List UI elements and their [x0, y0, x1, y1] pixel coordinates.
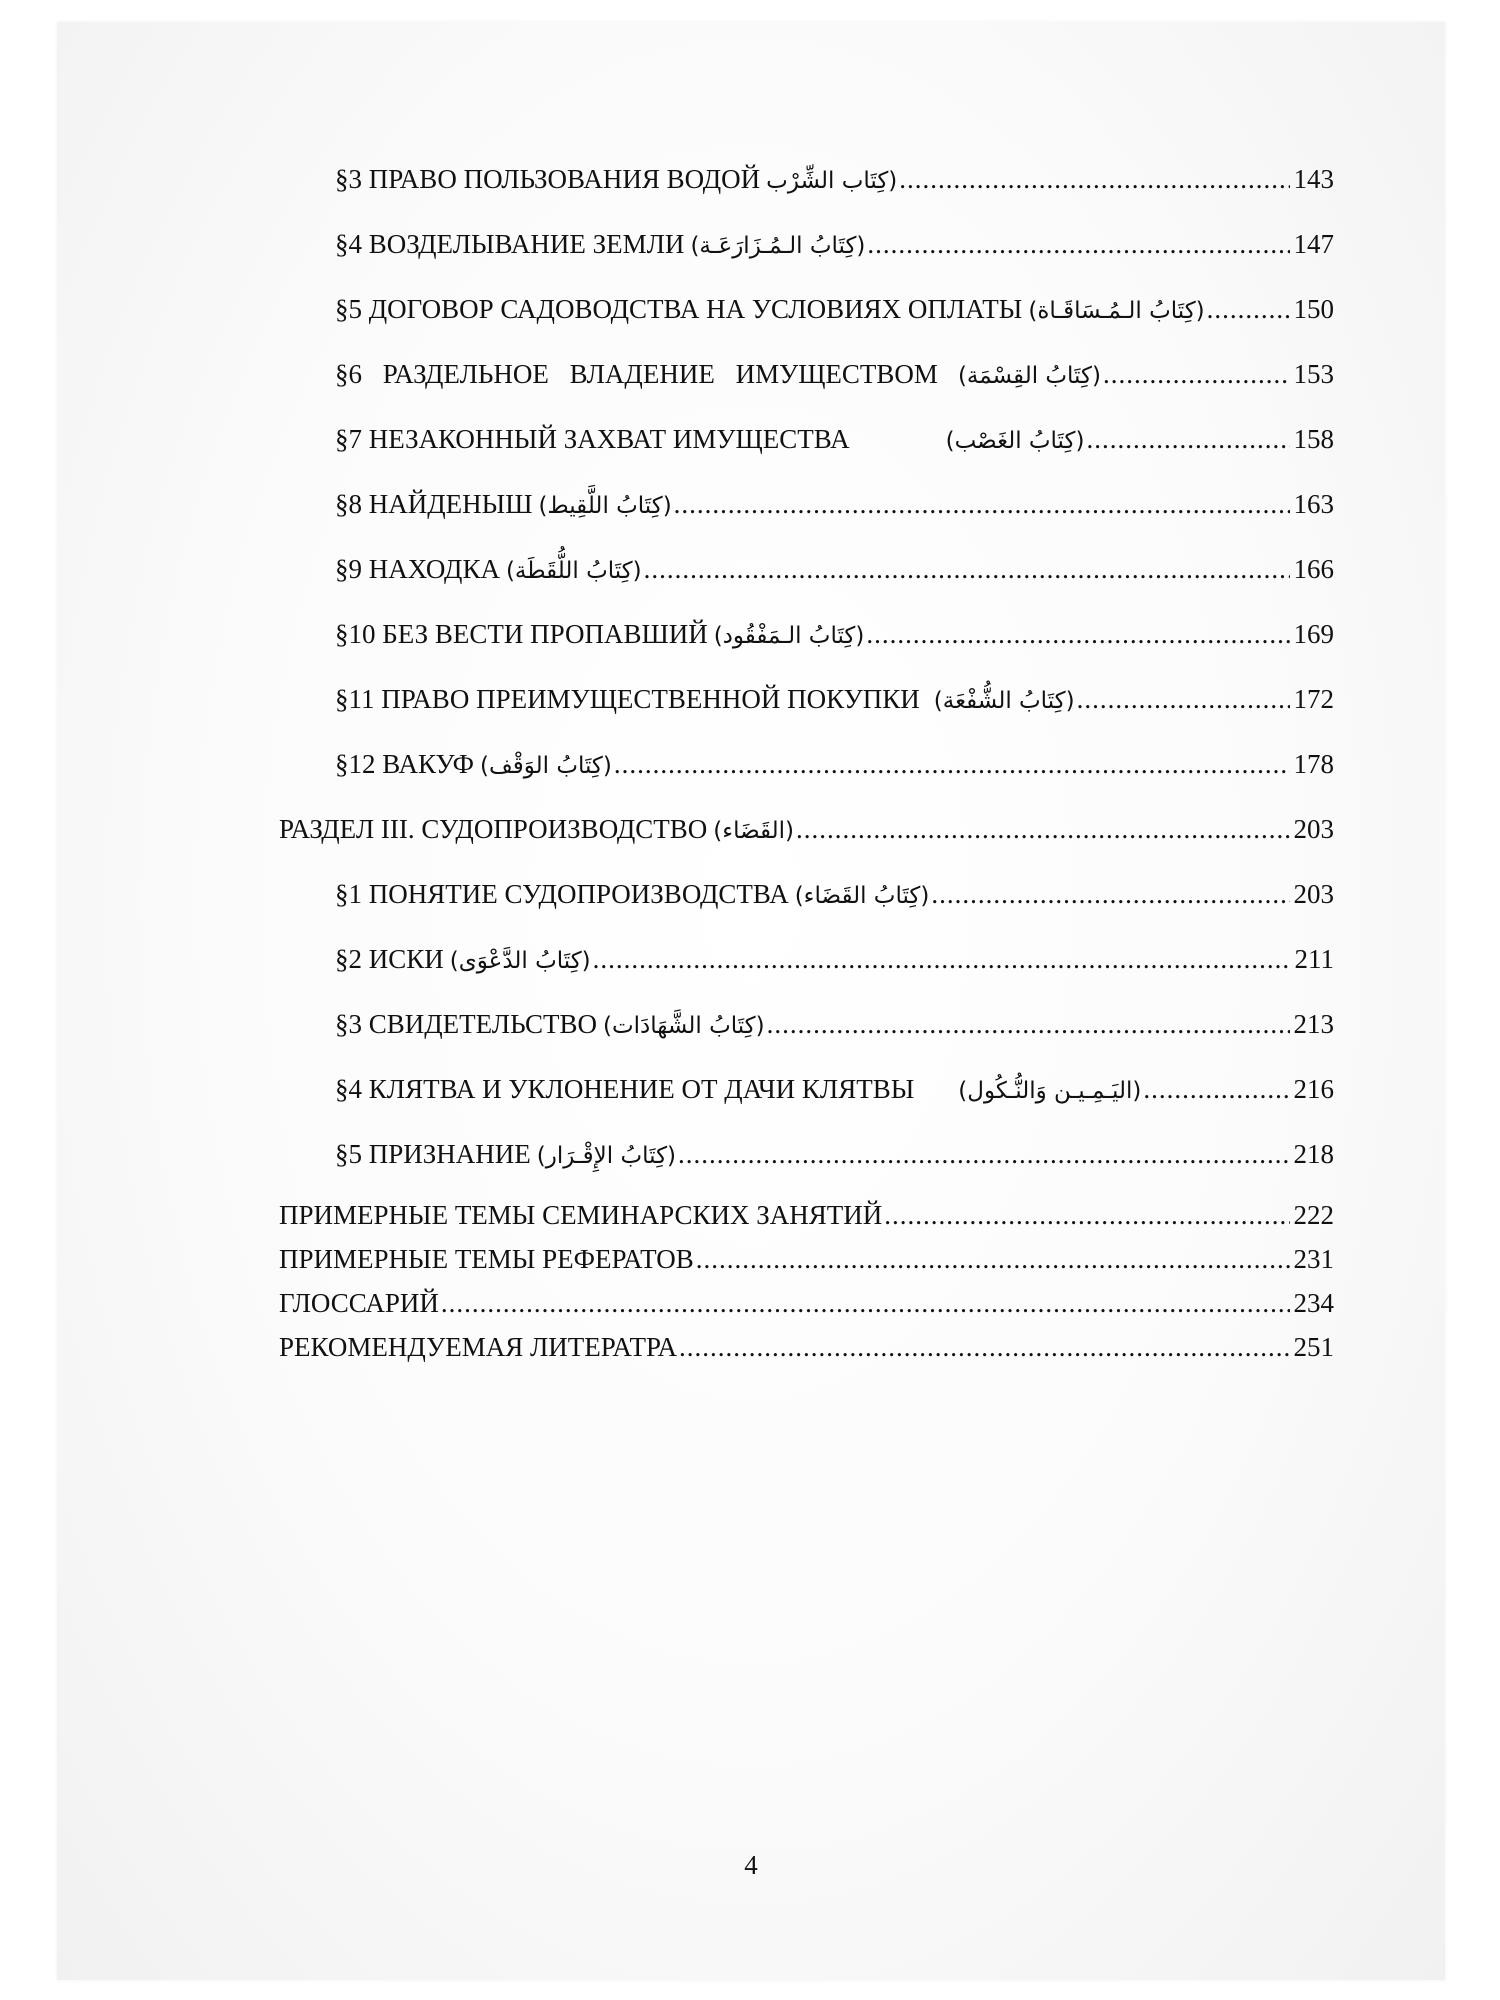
toc-leader-dots — [767, 1007, 1290, 1041]
toc-entry[interactable] — [335, 1007, 1334, 1043]
toc-entry-title: РАЗДЕЛ III. СУДОПРОИЗВОДСТВО — [279, 814, 708, 844]
toc-entry-page: 150 — [1293, 294, 1334, 324]
toc-entry[interactable] — [335, 292, 1334, 328]
toc-entry-page: 251 — [1293, 1332, 1334, 1362]
toc-entry-arabic: (اليَـمِـيـن وَالنُّـكُول) — [958, 1078, 1142, 1104]
toc-entry[interactable] — [335, 487, 1334, 523]
toc-entry[interactable] — [335, 877, 1334, 913]
toc-entry-title: §1 ПОНЯТИЕ СУДОПРОИЗВОДСТВА — [335, 879, 789, 909]
toc-entry[interactable] — [335, 552, 1334, 588]
toc-leader-dots — [884, 1198, 1289, 1232]
toc-entry-title: §6 РАЗДЕЛЬНОЕ ВЛАДЕНИЕ ИМУЩЕСТВОМ — [335, 359, 938, 389]
toc-leader-dots — [441, 1286, 1290, 1320]
toc-entry-title: §2 ИСКИ — [335, 944, 444, 974]
toc-entry-page: 153 — [1293, 359, 1334, 389]
toc-leader-dots — [1086, 422, 1289, 456]
toc-entry-title: ПРИМЕРНЫЕ ТЕМЫ РЕФЕРАТОВ — [279, 1244, 694, 1274]
toc-entry-page: 213 — [1293, 1009, 1334, 1039]
toc-entry-title: §11 ПРАВО ПРЕИМУЩЕСТВЕННОЙ ПОКУПКИ — [335, 684, 920, 714]
toc-entry-title: §8 НАЙДЕНЫШ — [335, 489, 533, 519]
toc-entry[interactable] — [335, 617, 1334, 653]
document-page — [57, 22, 1445, 1980]
toc-entry-page: 166 — [1293, 554, 1334, 584]
toc-appendix-entry[interactable] — [279, 1242, 1334, 1276]
toc-entry-arabic: (كِتَابُ الغَصْب) — [945, 428, 1085, 454]
toc-leader-dots — [674, 487, 1290, 521]
toc-leader-dots — [866, 617, 1289, 651]
toc-entry-arabic: (كِتَابُ اللَّقِيط) — [538, 493, 672, 519]
toc-leader-dots — [679, 1330, 1290, 1364]
toc-leader-dots — [614, 747, 1290, 781]
toc-section-entry[interactable] — [279, 812, 1334, 848]
toc-entry-page: 158 — [1293, 424, 1334, 454]
toc-entry[interactable] — [335, 227, 1334, 263]
toc-entry-arabic: (كِتَابُ الـمُـزَارَعَـة) — [690, 233, 866, 259]
toc-entry[interactable] — [335, 1072, 1334, 1108]
toc-entry-page: 169 — [1293, 619, 1334, 649]
toc-entry-title: §7 НЕЗАКОННЫЙ ЗАХВАТ ИМУЩЕСТВА — [335, 424, 850, 454]
toc-entry-arabic: (كِتَابُ الشُّفْعَة) — [933, 688, 1075, 714]
toc-entry-title: §4 КЛЯТВА И УКЛОНЕНИЕ ОТ ДАЧИ КЛЯТВЫ — [335, 1074, 915, 1104]
toc-entry-page: 222 — [1293, 1200, 1334, 1230]
toc-entry-page: 203 — [1293, 879, 1334, 909]
toc-entry[interactable] — [335, 162, 1334, 198]
toc-entry-page: 234 — [1293, 1288, 1334, 1318]
toc-leader-dots — [644, 552, 1290, 586]
toc-leader-dots — [696, 1242, 1290, 1276]
toc-leader-dots — [931, 877, 1289, 911]
toc-appendix-entry[interactable] — [279, 1198, 1334, 1232]
toc-entry-title: §3 ПРАВО ПОЛЬЗОВАНИЯ ВОДОЙ — [335, 164, 761, 194]
toc-leader-dots — [1103, 357, 1290, 391]
toc-entry-title: §3 СВИДЕТЕЛЬСТВО — [335, 1009, 597, 1039]
toc-entry-arabic: (كِتَابُ الوَقْف) — [479, 753, 612, 779]
toc-entry-arabic: (كِتَابُ القِسْمَة) — [957, 363, 1101, 389]
toc-appendix-entry[interactable] — [279, 1286, 1334, 1320]
toc-entry-arabic: (كِتَابُ القَضَاء) — [794, 883, 930, 909]
toc-entry-page: 143 — [1293, 164, 1334, 194]
toc-entry-title: РЕКОМЕНДУЕМАЯ ЛИТЕРАТРА — [279, 1332, 677, 1362]
toc-entry-arabic: (كِتَابُ اللُّقَطَة) — [505, 558, 642, 584]
toc-leader-dots — [593, 942, 1291, 976]
toc-leader-dots — [1077, 682, 1290, 716]
toc-entry-title: §4 ВОЗДЕЛЫВАНИЕ ЗЕМЛИ — [335, 229, 685, 259]
toc-entry[interactable] — [335, 942, 1334, 978]
toc-entry-page: 218 — [1293, 1139, 1334, 1169]
toc-entry[interactable] — [335, 422, 1334, 458]
toc-entry-title: §12 ВАКУФ — [335, 749, 474, 779]
toc-entry-title: §5 ДОГОВОР САДОВОДСТВА НА УСЛОВИЯХ ОПЛАТЫ — [335, 294, 1023, 324]
toc-appendix-entry[interactable] — [279, 1330, 1334, 1364]
toc-entry-page: 178 — [1293, 749, 1334, 779]
toc-entry-title: ПРИМЕРНЫЕ ТЕМЫ СЕМИНАРСКИХ ЗАНЯТИЙ — [279, 1200, 883, 1230]
toc-entry-arabic: (كِتَابُ الـمُـسَاقَـاة) — [1028, 298, 1205, 324]
toc-leader-dots — [796, 812, 1289, 846]
toc-leader-dots — [1143, 1072, 1289, 1106]
toc-entry-title: §9 НАХОДКА — [335, 554, 500, 584]
toc-entry-title: §5 ПРИЗНАНИЕ — [335, 1139, 531, 1169]
toc-leader-dots — [867, 227, 1289, 261]
toc-entry-page: 147 — [1293, 229, 1334, 259]
toc-entry[interactable] — [335, 357, 1334, 393]
toc-entry-page: 203 — [1293, 814, 1334, 844]
toc-entry-title: §10 БЕЗ ВЕСТИ ПРОПАВШИЙ — [335, 619, 708, 649]
toc-entry-page: 172 — [1293, 684, 1334, 714]
toc-entry-arabic: (كِتَابُ الإِقْـرَار) — [536, 1143, 677, 1169]
toc-leader-dots — [1207, 292, 1290, 326]
toc-entry-title: ГЛОССАРИЙ — [279, 1288, 439, 1318]
toc-entry-page: 211 — [1294, 944, 1334, 974]
page-number: 4 — [744, 1850, 758, 1880]
toc-leader-dots — [899, 162, 1289, 196]
toc-leader-dots — [678, 1137, 1289, 1171]
toc-entry-page: 231 — [1293, 1244, 1334, 1274]
toc-entry[interactable] — [335, 747, 1334, 783]
toc-entry-arabic: (كِتَاب الشِّرْب — [766, 168, 898, 194]
toc-entry-arabic: (القَضَاء) — [713, 818, 795, 844]
toc-entry-page: 163 — [1293, 489, 1334, 519]
toc-entry-arabic: (كِتَابُ الدَّعْوَى) — [449, 948, 591, 974]
toc-entry-arabic: (كِتَابُ الـمَفْقُود) — [713, 623, 865, 649]
toc-entry[interactable] — [335, 682, 1334, 718]
toc-entry[interactable] — [335, 1137, 1334, 1173]
toc-entry-arabic: (كِتَابُ الشَّهَادَات) — [602, 1013, 765, 1039]
toc-entry-page: 216 — [1293, 1074, 1334, 1104]
